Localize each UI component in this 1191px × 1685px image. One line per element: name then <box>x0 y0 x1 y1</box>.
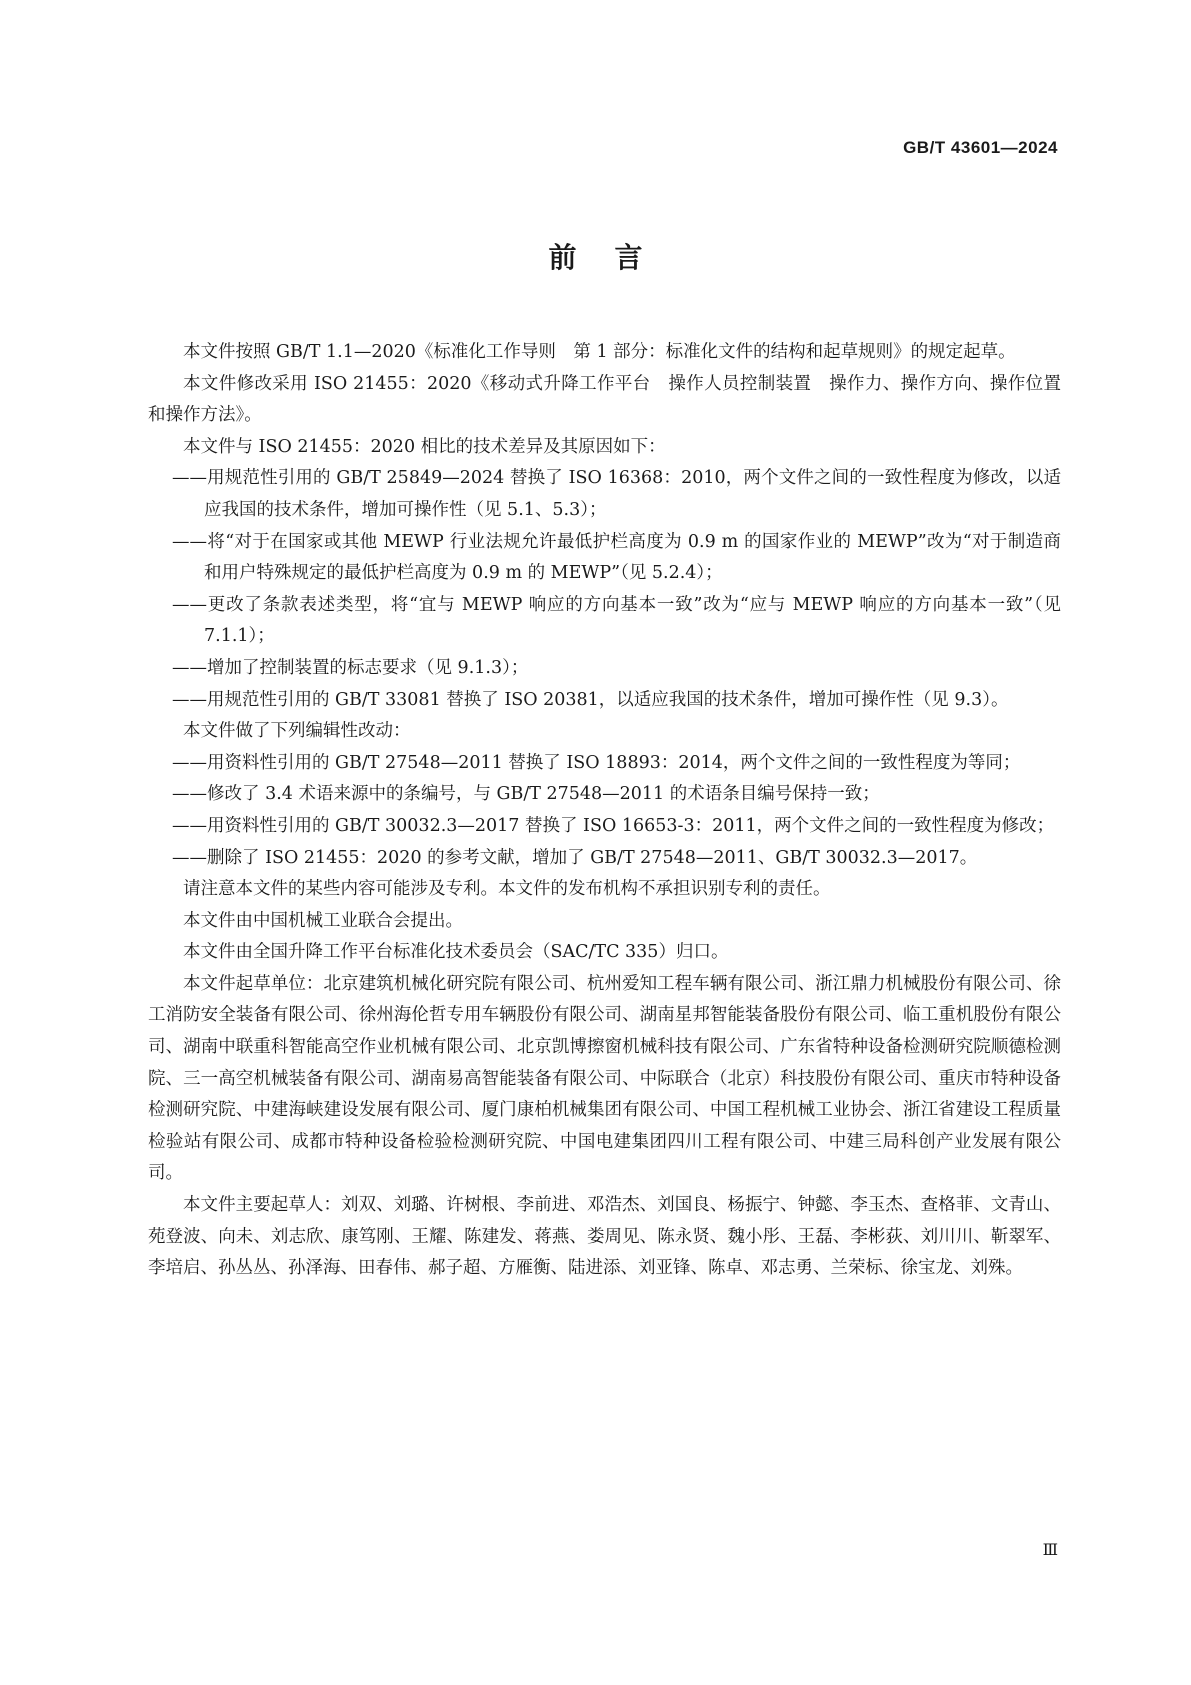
list-item: ——将“对于在国家或其他 MEWP 行业法规允许最低护栏高度为 0.9 m 的国家作业的 MEWP”改为“对于制造商和用户特殊规定的最低护栏高度为 0.9 m 的 MEWP”（见 5.2.4）； <box>172 531 1061 584</box>
list-item: ——用资料性引用的 GB/T 30032.3—2017 替换了 ISO 16653-3：2011，两个文件之间的一致性程度为修改； <box>172 815 1055 836</box>
standard-code: GB/T 43601—2024 <box>903 138 1058 157</box>
list-item: ——用规范性引用的 GB/T 33081 替换了 ISO 20381，以适应我国的技术条件，增加可操作性（见 9.3）。 <box>172 689 1009 710</box>
paragraph: 本文件起草单位：北京建筑机械化研究院有限公司、杭州爱知工程车辆有限公司、浙江鼎力机械股份有限公司、徐工消防安全装备有限公司、徐州海伦哲专用车辆股份有限公司、湖南星邦智能装备股份有限公司、临工重机股份有限公司、湖南中联重科智能高空作业机械有限公司、北京凯博擦窗机械科技有限公司、广东省特种设备检测研究院顺德检测院、三一高空机械装备有限公司、湖南易高智能装备有限公司、中际联合（北京）科技股份有限公司、重庆市特种设备检测研究院、中建海峡建设发展有限公司、厦门康柏机械集团有限公司、中国工程机械工业协会、浙江省建设工程质量检验站有限公司、成都市特种设备检验检测研究院、中国电建集团四川工程有限公司、中建三局科创产业发展有限公司。 <box>148 973 1061 1184</box>
paragraph: 本文件与 ISO 21455：2020 相比的技术差异及其原因如下： <box>183 436 666 457</box>
foreword-body <box>148 337 1061 1285</box>
list-item: ——增加了控制装置的标志要求（见 9.1.3）； <box>172 657 529 678</box>
list-item: ——用资料性引用的 GB/T 27548—2011 替换了 ISO 18893：2014，两个文件之间的一致性程度为等同； <box>172 752 1021 773</box>
list-item: ——删除了 ISO 21455：2020 的参考文献，增加了 GB/T 27548—2011、GB/T 30032.3—2017。 <box>172 847 978 868</box>
paragraph: 本文件由全国升降工作平台标准化技术委员会（SAC/TC 335）归口。 <box>183 942 729 963</box>
paragraph: 本文件按照 GB/T 1.1—2020《标准化工作导则 第 1 部分：标准化文件的结构和起草规则》的规定起草。 <box>183 342 1016 362</box>
list-item: ——用规范性引用的 GB/T 25849—2024 替换了 ISO 16368：2010，两个文件之间的一致性程度为修改，以适应我国的技术条件，增加可操作性（见 5.1、5.3）； <box>172 468 1061 520</box>
page-number: Ⅲ <box>1042 1540 1058 1559</box>
paragraph: 本文件由中国机械工业联合会提出。 <box>183 910 463 931</box>
paragraph: 本文件主要起草人：刘双、刘璐、许树根、李前进、邓浩杰、刘国良、杨振宁、钟懿、李玉杰、查格菲、文青山、苑登波、向未、刘志欣、康笃刚、王耀、陈建发、蒋燕、娄周见、陈永贤、魏小彤、王磊、李彬荻、刘川川、靳翠军、李培启、孙丛丛、孙泽海、田春伟、郝子超、方雁衡、陆进添、刘亚锋、陈卓、邓志勇、兰荣标、徐宝龙、刘殊。 <box>148 1195 1061 1279</box>
paragraph: 本文件做了下列编辑性改动： <box>183 721 411 742</box>
page-title: 前言 <box>548 241 681 274</box>
list-item: ——修改了 3.4 术语来源中的条编号，与 GB/T 27548—2011 的术语条目编号保持一致； <box>172 784 880 805</box>
paragraph: 请注意本文件的某些内容可能涉及专利。本文件的发布机构不承担识别专利的责任。 <box>183 879 831 900</box>
paragraph: 本文件修改采用 ISO 21455：2020《移动式升降工作平台 操作人员控制装置 操作力、操作方向、操作位置和操作方法》。 <box>148 373 1061 426</box>
list-item: ——更改了条款表述类型，将“宜与 MEWP 响应的方向基本一致”改为“应与 MEWP 响应的方向基本一致”（见 7.1.1）； <box>172 594 1061 647</box>
